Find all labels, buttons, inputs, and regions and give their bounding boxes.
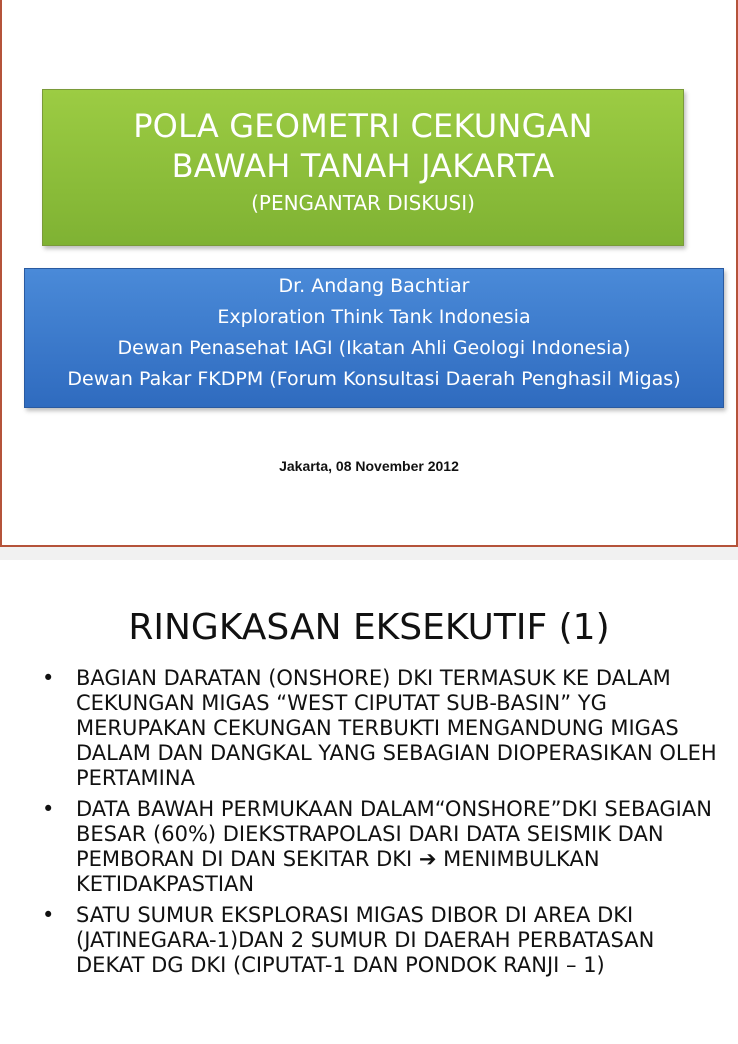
bullet-text: BAGIAN DARATAN (ONSHORE) DKI TERMASUK KE DALAM CEKUNGAN MIGAS “WEST CIPUTAT SUB-BASIN” YG MERUPAKAN CEKUNGAN TERBUKTI MENGANDUNG MIGAS DALAM DAN DANGKAL YANG SEBAGIAN DIOPERASIKAN OLEH PERTAMINA xyxy=(76,666,717,790)
executive-summary-slide xyxy=(0,560,738,1044)
list-item xyxy=(38,666,718,791)
title-box xyxy=(42,89,684,246)
author-box xyxy=(24,268,724,408)
list-item xyxy=(38,797,718,897)
author-affiliation-1: Exploration Think Tank Indonesia xyxy=(217,306,531,328)
title-line-1: POLA GEOMETRI CEKUNGAN xyxy=(133,107,593,145)
list-item xyxy=(38,903,718,978)
author-affiliation-3: Dewan Pakar FKDPM (Forum Konsultasi Daerah Penghasil Migas) xyxy=(67,368,681,390)
bullet-list xyxy=(38,666,718,984)
author-affiliation-2: Dewan Penasehat IAGI (Ikatan Ahli Geologi Indonesia) xyxy=(117,337,631,359)
bullet-icon: • xyxy=(42,666,55,690)
title-line-2: BAWAH TANAH JAKARTA xyxy=(171,147,555,185)
bullet-icon: • xyxy=(42,903,55,927)
slide-subtitle: (PENGANTAR DISKUSI) xyxy=(251,191,475,215)
author-name: Dr. Andang Bachtiar xyxy=(278,275,470,297)
slide-title xyxy=(43,106,683,186)
slide-title: RINGKASAN EKSEKUTIF (1) xyxy=(128,607,610,648)
bullet-text: SATU SUMUR EKSPLORASI MIGAS DIBOR DI AREA DKI (JATINEGARA-1)DAN 2 SUMUR DI DAERAH PERBATASAN DEKAT DG DKI (CIPUTAT-1 DAN PONDOK RANJI – 1) xyxy=(76,903,655,977)
presentation-date: Jakarta, 08 November 2012 xyxy=(279,458,459,474)
bullet-text: DATA BAWAH PERMUKAAN DALAM“ONSHORE”DKI SEBAGIAN BESAR (60%) DIEKSTRAPOLASI DARI DATA SEISMIK DAN PEMBORAN DI DAN SEKITAR DKI ➔ MENIMBULKAN KETIDAKPASTIAN xyxy=(76,797,712,896)
bullet-icon: • xyxy=(42,797,55,821)
